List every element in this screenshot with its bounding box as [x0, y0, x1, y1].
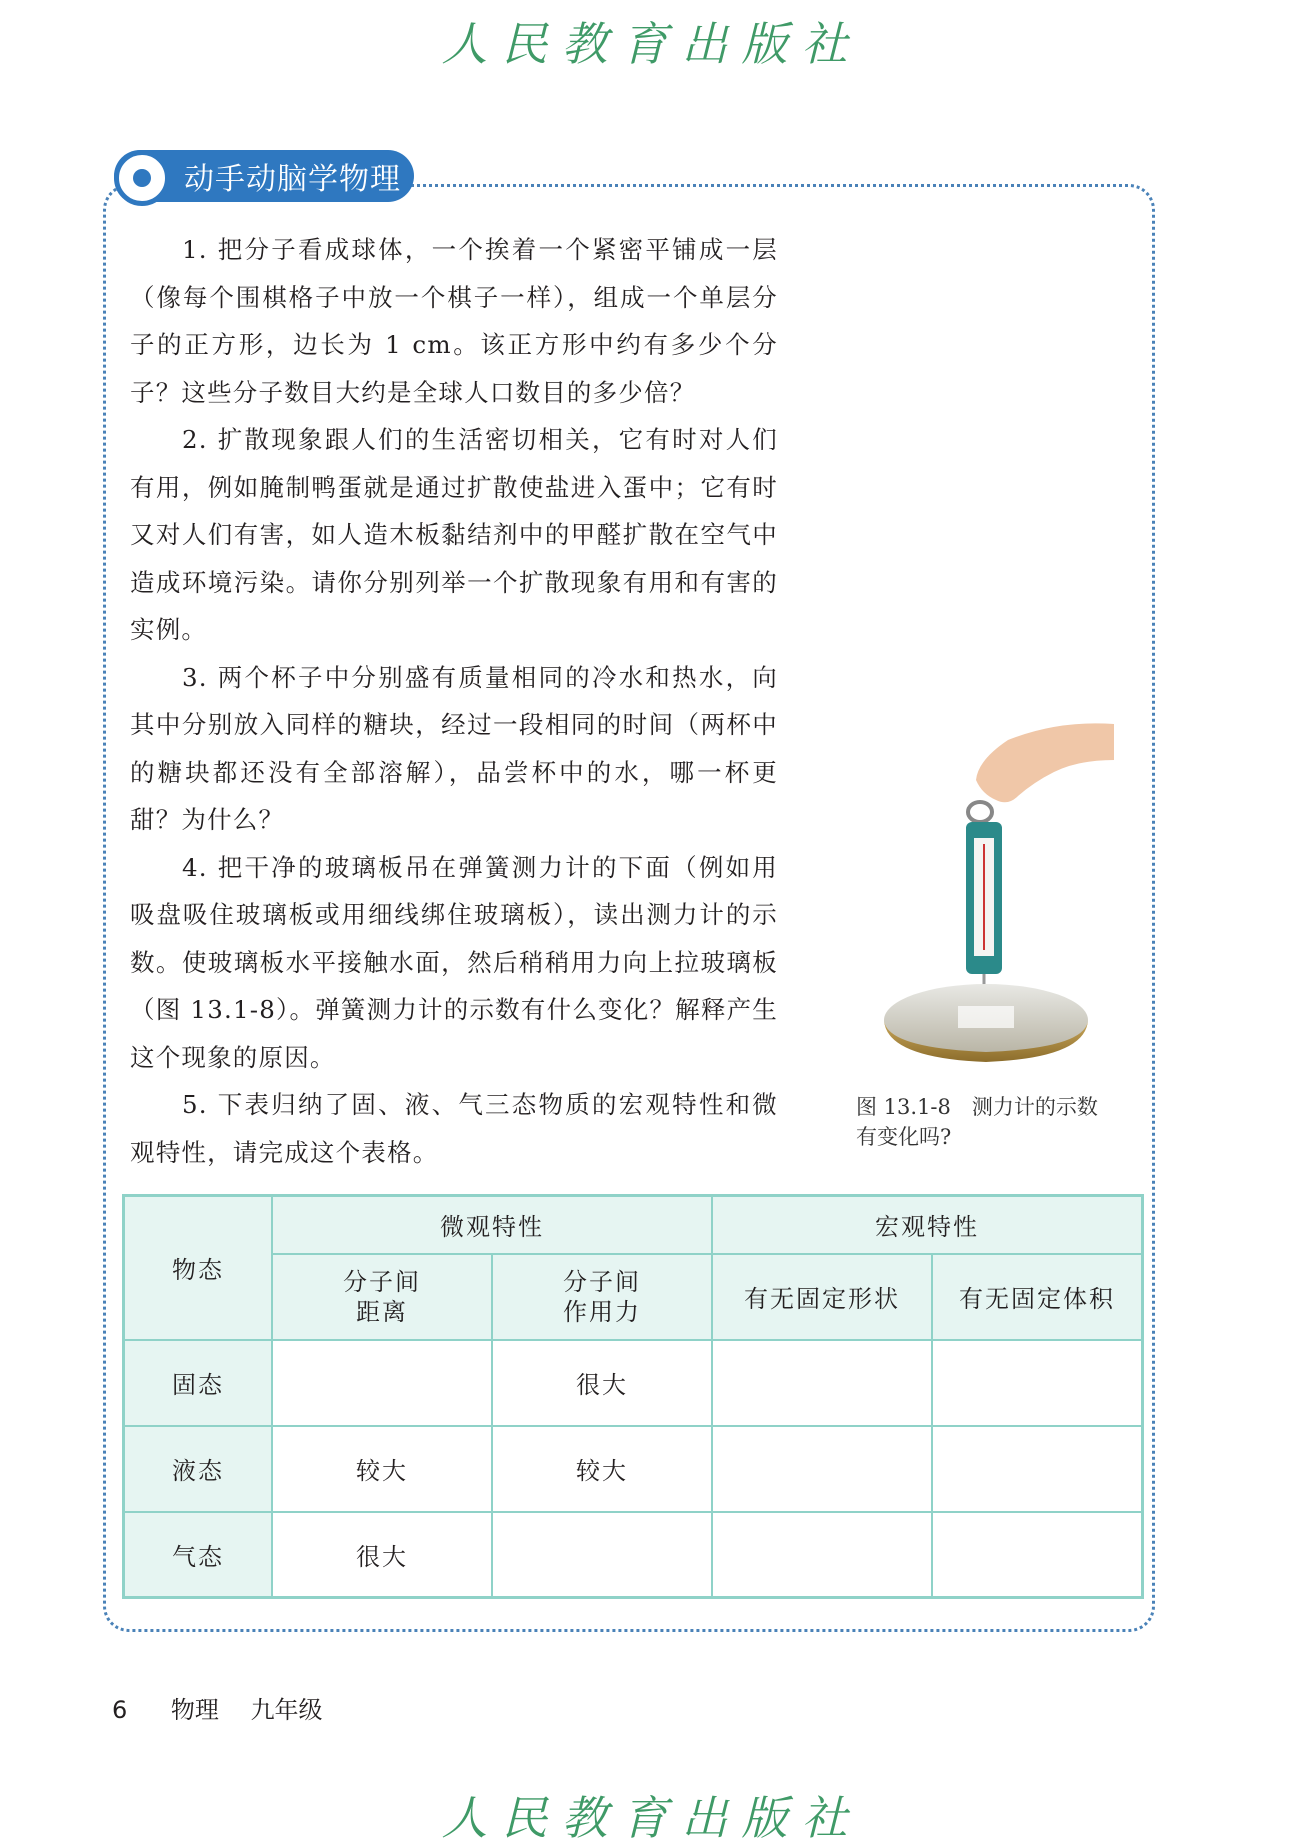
table-cell [272, 1340, 492, 1426]
scale-ring [968, 802, 992, 822]
table-cell: 较大 [272, 1426, 492, 1512]
question-list [130, 226, 778, 1176]
figure-caption [856, 1092, 1136, 1152]
spring-scale-figure [858, 720, 1114, 1068]
table-cell: 很大 [492, 1340, 712, 1426]
macro-header: 宏观特性 [712, 1196, 1143, 1254]
caption-line-1: 图 13.1-8 测力计的示数 [856, 1095, 1098, 1119]
table-row [124, 1426, 1143, 1512]
state-properties-table [122, 1194, 1144, 1599]
hand-shape [976, 723, 1114, 802]
state-header: 物态 [124, 1196, 273, 1340]
question-2: 2. 扩散现象跟人们的生活密切相关，它有时对人们有用，例如腌制鸭蛋就是通过扩散使盐进入蛋中；它有时又对人们有害，如人造木板黏结剂中的甲醛扩散在空气中造成环境污染。请你分别列举一个扩散现象有用和有害的实例。 [130, 425, 778, 644]
table-cell [932, 1512, 1143, 1598]
state-cell: 气态 [124, 1512, 273, 1598]
publisher-logo-top: 人民教育出版社 [441, 17, 862, 71]
table-row [124, 1512, 1143, 1598]
question-5: 5. 下表归纳了固、液、气三态物质的宏观特性和微观特性，请完成这个表格。 [130, 1090, 778, 1167]
state-cell: 固态 [124, 1340, 273, 1426]
state-cell: 液态 [124, 1426, 273, 1512]
question-1: 1. 把分子看成球体，一个挨着一个紧密平铺成一层（像每个围棋格子中放一个棋子一样），组成一个单层分子的正方形，边长为 1 cm。该正方形中约有多少个分子？这些分子数目大约是全球人口数目的多少倍？ [130, 235, 778, 407]
table-cell [712, 1512, 932, 1598]
table-cell [492, 1512, 712, 1598]
publisher-logo-bottom: 人民教育出版社 [441, 1791, 862, 1845]
table-cell: 较大 [492, 1426, 712, 1512]
table-cell [712, 1340, 932, 1426]
grade-label: 九年级 [250, 1696, 323, 1724]
table-cell [932, 1426, 1143, 1512]
table-row [124, 1340, 1143, 1426]
sub-header-force: 分子间 作用力 [492, 1254, 712, 1340]
table-cell [932, 1340, 1143, 1426]
caption-line-2: 有变化吗? [856, 1125, 952, 1149]
table-cell: 很大 [272, 1512, 492, 1598]
sub-header-distance: 分子间 距离 [272, 1254, 492, 1340]
glass-plate [958, 1006, 1014, 1028]
section-title: 动手动脑学物理 [184, 162, 401, 197]
question-3: 3. 两个杯子中分别盛有质量相同的冷水和热水，向其中分别放入同样的糖块，经过一段相同的时间（两杯中的糖块都还没有全部溶解），品尝杯中的水，哪一杯更甜？为什么？ [130, 662, 778, 834]
question-4: 4. 把干净的玻璃板吊在弹簧测力计的下面（例如用吸盘吸住玻璃板或用细线绑住玻璃板），读出测力计的示数。使玻璃板水平接触水面，然后稍稍用力向上拉玻璃板（图 13.1-8）。弹簧测力计的示数有什么变化？解释产生这个现象的原因。 [130, 852, 778, 1072]
page-footer [112, 1690, 323, 1725]
target-icon [114, 150, 170, 206]
micro-header: 微观特性 [272, 1196, 712, 1254]
table-cell [712, 1426, 932, 1512]
sub-header-shape: 有无固定形状 [712, 1254, 932, 1340]
page-number: 6 [112, 1696, 128, 1724]
subject-label: 物理 [170, 1696, 219, 1724]
sub-header-volume: 有无固定体积 [932, 1254, 1143, 1340]
